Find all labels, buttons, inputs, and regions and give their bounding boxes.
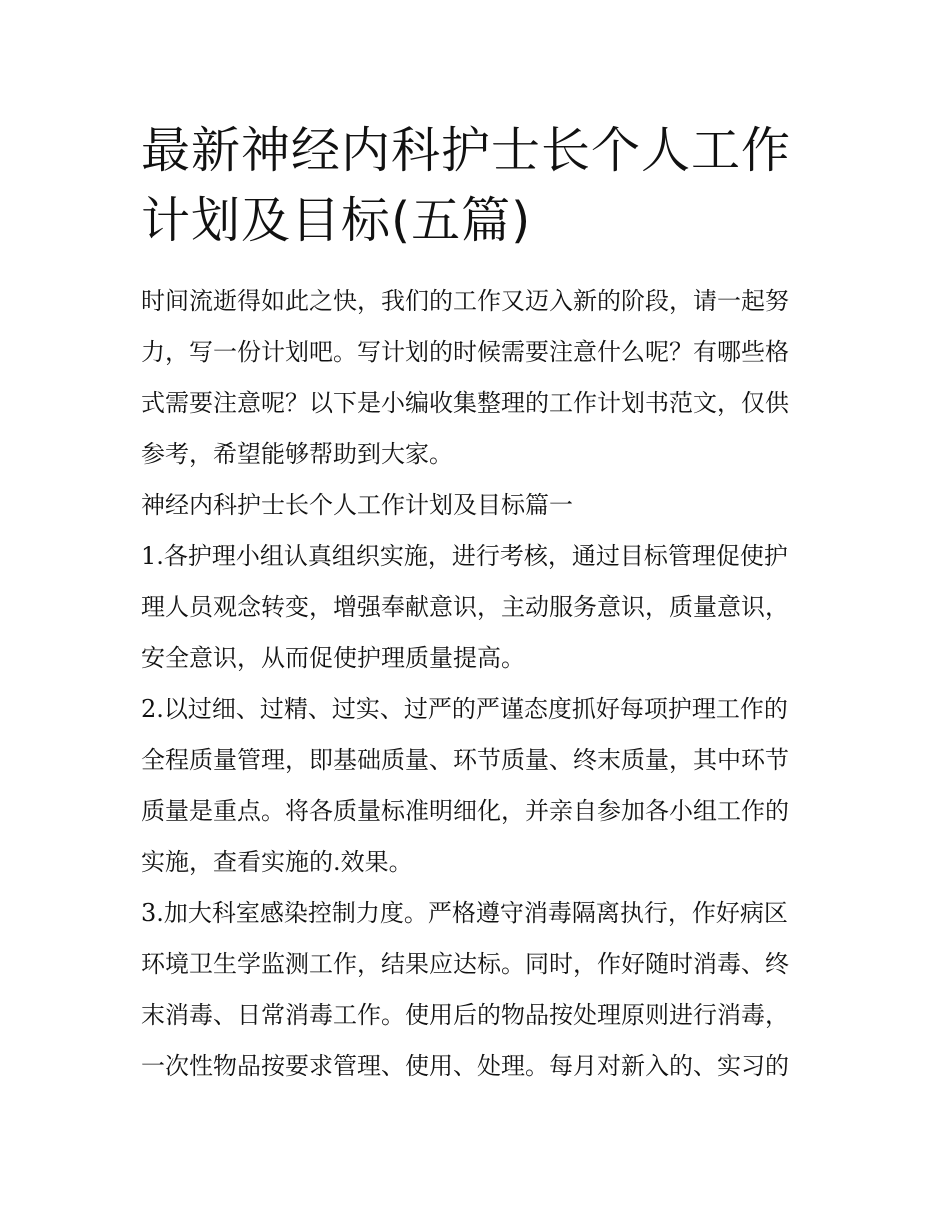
section-heading: 神经内科护士长个人工作计划及目标篇一 [141,491,573,519]
item-3-line-2: 环境卫生学监测工作，结果应达标。同时，作好随时消毒、终 [141,950,789,978]
item-1-line-1: 1.各护理小组认真组织实施，进行考核，通过目标管理促使护 [141,542,788,570]
item-2-line-4: 实施，查看实施的.效果。 [141,848,413,876]
document-body [141,276,821,1092]
item-2-line-2: 全程质量管理，即基础质量、环节质量、终末质量，其中环节 [141,746,789,774]
intro-line-3: 式需要注意呢？以下是小编收集整理的工作计划书范文，仅供 [141,389,789,417]
document-title [141,116,821,256]
intro-line-1: 时间流逝得如此之快，我们的工作又迈入新的阶段，请一起努 [141,287,789,315]
item-1-line-2: 理人员观念转变，增强奉献意识，主动服务意识，质量意识， [141,593,789,621]
title-line-1: 最新神经内科护士长个人工作 [141,122,792,179]
item-2-line-1: 2.以过细、过精、过实、过严的严谨态度抓好每项护理工作的 [141,695,788,723]
item-2-line-3: 质量是重点。将各质量标准明细化，并亲自参加各小组工作的 [141,797,789,825]
item-3-line-3: 末消毒、日常消毒工作。使用后的物品按处理原则进行消毒， [141,1001,789,1029]
intro-line-2: 力，写一份计划吧。写计划的时候需要注意什么呢？有哪些格 [141,338,789,366]
item-3-line-4: 一次性物品按要求管理、使用、处理。每月对新入的、实习的 [141,1052,789,1080]
item-1-line-3: 安全意识，从而促使护理质量提高。 [141,644,525,672]
intro-line-4: 参考，希望能够帮助到大家。 [141,440,453,468]
title-line-2: 计划及目标(五篇) [141,192,532,249]
item-3-line-1: 3.加大科室感染控制力度。严格遵守消毒隔离执行，作好病区 [141,899,788,927]
